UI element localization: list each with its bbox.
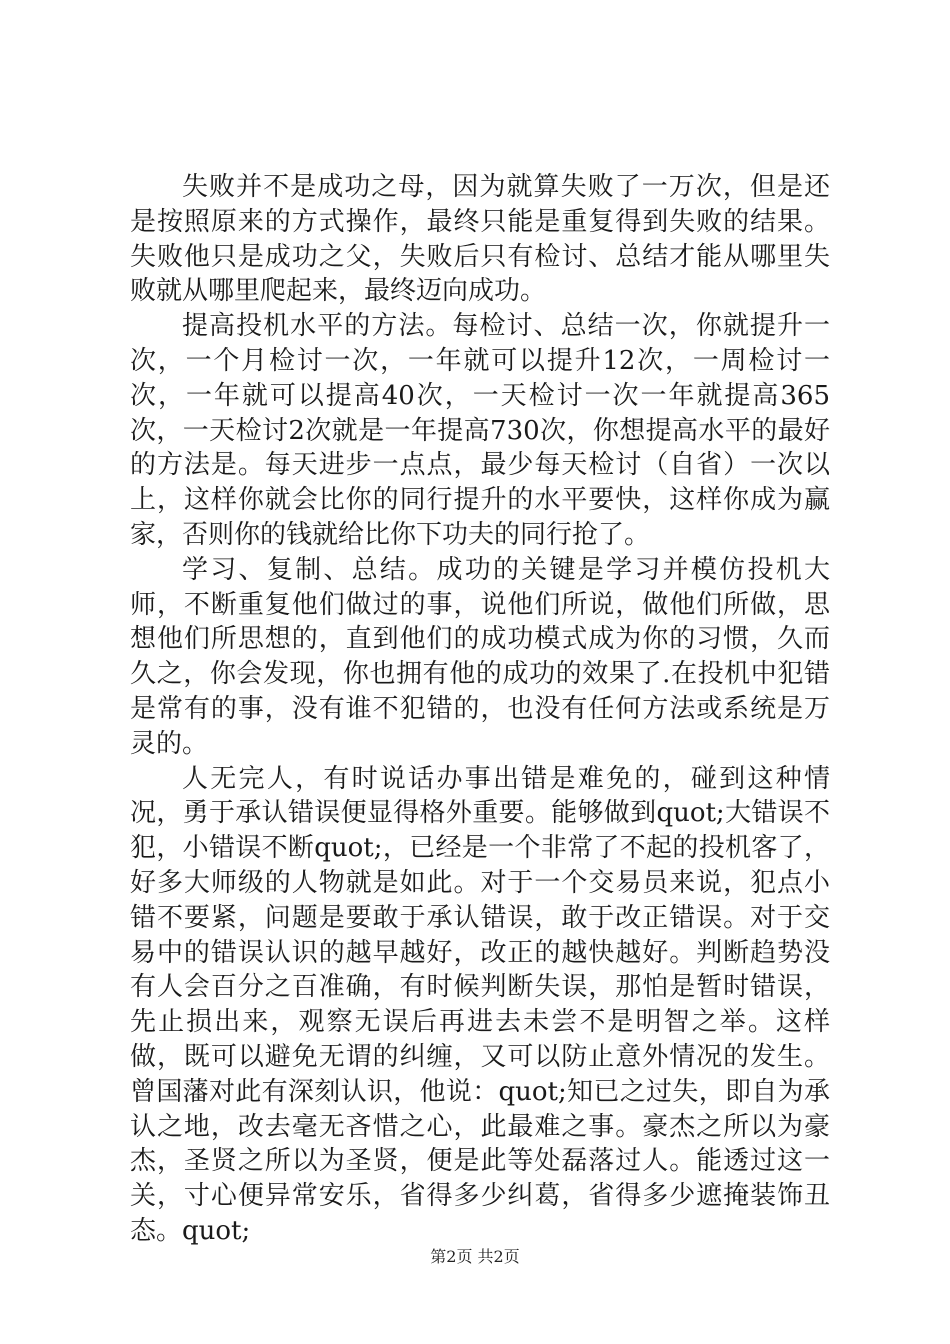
- page-footer: 第2页 共2页: [430, 1247, 520, 1266]
- paragraph-2: 提高投机水平的方法。每检讨、总结一次，你就提升一次，一个月检讨一次，一年就可以提升12次，一周检讨一次，一年就可以提高40次，一天检讨一次一年就提高365次，一天检讨2次就是一年提高730次，你想提高水平的最好的方法是。每天进步一点点，最少每天检讨（自省）一次以上，这样你就会比你的同行提升的水平要快，这样你成为赢家，否则你的钱就给比你下功夫的同行抢了。: [130, 311, 830, 550]
- document-body: [130, 170, 830, 1249]
- paragraph-1: 失败并不是成功之母，因为就算失败了一万次，但是还是按照原来的方式操作，最终只能是重复得到失败的结果。失败他只是成功之父，失败后只有检讨、总结才能从哪里失败就从哪里爬起来，最终迈向成功。: [130, 172, 830, 307]
- paragraph-4: 人无完人，有时说话办事出错是难免的，碰到这种情况，勇于承认错误便显得格外重要。能够做到quot;大错误不犯，小错误不断quot;，已经是一个非常了不起的投机客了，好多大师级的人物就是如此。对于一个交易员来说，犯点小错不要紧，问题是要敢于承认错误，敢于改正错误。对于交易中的错误认识的越早越好，改正的越快越好。判断趋势没有人会百分之百准确，有时候判断失误，那怕是暂时错误，先止损出来，观察无误后再进去未尝不是明智之举。这样做，既可以避免无谓的纠缠，又可以防止意外情况的发生。曾国藩对此有深刻认识，他说：quot;知已之过失，即自为承认之地，改去毫无吝惜之心，此最难之事。豪杰之所以为豪杰，圣贤之所以为圣贤，便是此等处磊落过人。能透过这一关，寸心便异常安乐，省得多少纠葛，省得多少遮掩装饰丑态。quot;: [130, 763, 830, 1246]
- paragraph-3: 学习、复制、总结。成功的关键是学习并模仿投机大师，不断重复他们做过的事，说他们所说，做他们所做，思想他们所思想的，直到他们的成功模式成为你的习惯，久而久之，你会发现，你也拥有他的成功的效果了.在投机中犯错是常有的事，没有谁不犯错的，也没有任何方法或系统是万灵的。: [130, 554, 830, 759]
